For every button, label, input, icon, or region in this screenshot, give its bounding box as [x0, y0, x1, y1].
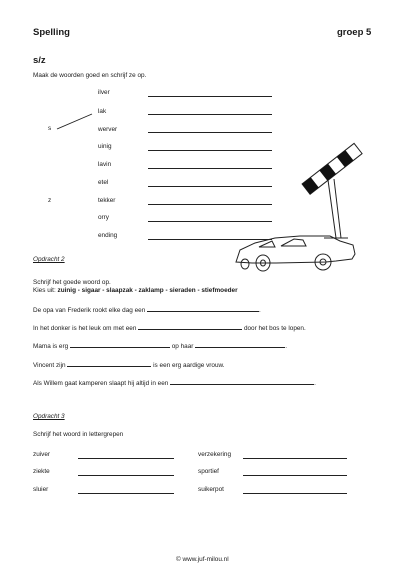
- letter-z: z: [48, 197, 52, 204]
- syllable-word-right: verzekering: [198, 451, 232, 458]
- sentence-text: op haar: [171, 343, 194, 350]
- fill-blank[interactable]: [67, 361, 151, 367]
- syllable-answer-line[interactable]: [243, 493, 347, 494]
- section2-instruction: Schrijf het goede woord op.: [33, 279, 111, 286]
- fill-blank[interactable]: [170, 379, 314, 385]
- section3-title: Opdracht 3: [33, 413, 65, 420]
- fill-blank[interactable]: [138, 324, 242, 330]
- section2-title: Opdracht 2: [33, 256, 65, 263]
- fill-blank[interactable]: [70, 342, 170, 348]
- sentence-text: .: [259, 307, 261, 314]
- word-item: lavin: [98, 161, 112, 168]
- worksheet-title: Spelling: [33, 27, 70, 38]
- syllable-word-left: zuiver: [33, 451, 51, 458]
- sentence-text: door het bos te lopen.: [243, 325, 306, 332]
- sentence-text: Als Willem gaat kamperen slaapt hij altijd in een: [33, 380, 169, 387]
- section1-instruction: Maak de woorden goed en schrijf ze op.: [33, 72, 147, 79]
- syllable-answer-line[interactable]: [243, 475, 347, 476]
- syllable-word-right: sportief: [198, 468, 219, 475]
- sentence-text: is een erg aardige vrouw.: [153, 362, 225, 369]
- section-heading-s-z: s/z: [33, 55, 46, 66]
- car-with-flag-illustration: [236, 179, 355, 271]
- word-item: ilver: [98, 89, 110, 96]
- sentence-2: [33, 324, 306, 332]
- syllable-word-right: suikerpot: [198, 486, 224, 493]
- syllable-word-left: sluier: [33, 486, 49, 493]
- word-item: uinig: [98, 143, 112, 150]
- syllable-answer-line[interactable]: [243, 458, 347, 459]
- footer-copyright: © www.juf-milou.nl: [176, 556, 229, 563]
- grade-label: groep 5: [337, 27, 372, 38]
- word-bank-prefix: Kies uit:: [33, 287, 58, 294]
- sentence-text: De opa van Frederik rookt elke dag een: [33, 307, 146, 314]
- word-item: werver: [98, 126, 118, 133]
- word-item: orry: [98, 214, 110, 221]
- letter-s: s: [48, 125, 52, 132]
- word-item: etel: [98, 179, 109, 186]
- flag-icon: [302, 143, 362, 194]
- sentence-text: .: [285, 343, 287, 350]
- connector-line: [57, 114, 92, 129]
- sentence-text: Vincent zijn: [33, 362, 66, 369]
- syllable-answer-line[interactable]: [78, 458, 174, 459]
- word-item: ending: [98, 232, 118, 239]
- word-item: tekker: [98, 197, 116, 204]
- section3-instruction: Schrijf het woord in lettergrepen: [33, 431, 124, 438]
- sentence-text: In het donker is het leuk om met een: [33, 325, 137, 332]
- sentence-3: [33, 342, 287, 350]
- sentence-1: [33, 306, 261, 314]
- sentence-text: Mama is erg: [33, 343, 69, 350]
- syllable-answer-line[interactable]: [78, 475, 174, 476]
- word-bank: [33, 287, 238, 294]
- syllable-word-left: ziekte: [33, 468, 50, 475]
- sentence-5: [33, 379, 316, 387]
- word-bank-words: zuinig - sigaar - slaapzak - zaklamp - sieraden - stiefmoeder: [57, 287, 238, 294]
- fill-blank[interactable]: [195, 342, 285, 348]
- syllable-answer-line[interactable]: [78, 493, 174, 494]
- sentence-text: .: [314, 380, 316, 387]
- word-item: lak: [98, 108, 107, 115]
- fill-blank[interactable]: [147, 306, 259, 312]
- sentence-4: [33, 361, 225, 369]
